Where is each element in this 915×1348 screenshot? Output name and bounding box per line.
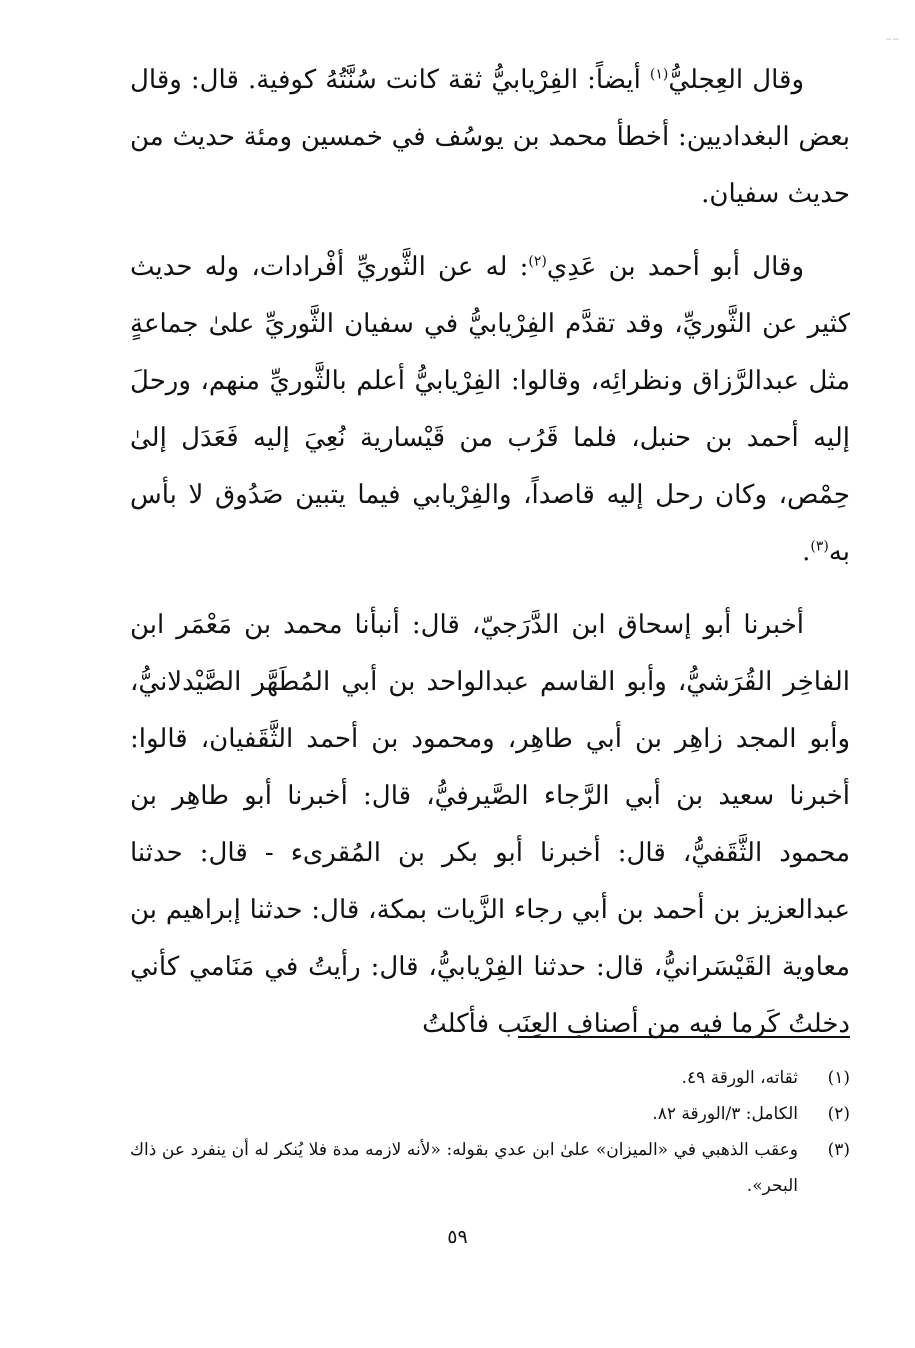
- footnote-text: وعقب الذهبي في «الميزان» علىٰ ابن عدي بقوله: «لأنه لازمه مدة فلا يُنكر له أن ينفرد عن ذاك البحر».: [130, 1140, 798, 1196]
- footnote-item: [130, 1132, 850, 1204]
- paragraph-text: وقال أبو أحمد بن عَدِي: [546, 252, 805, 282]
- paragraph-text: : له عن الثَّوريِّ أفْرادات، وله حديث كثير عن الثَّوريِّ، وقد تقدَّم الفِرْيابيُّ في سفيان الثَّوريِّ علىٰ جماعةٍ مثل عبدالرَّزاق ونظرائِه، وقالوا: الفِرْيابيُّ أعلم بالثَّوريِّ منهم، ورحلَ إليه أحمد بن حنبل، فلما قَرُب من قَيْسارية نُعِيَ إليه فَعَدَل إلىٰ حِمْص، وكان رحل إليه قاصداً، والفِرْيابي فيما يتبين صَدُوق لا بأس به: [130, 252, 850, 567]
- corner-mark: -- --: [886, 34, 898, 45]
- footnote-number: (٢): [827, 1104, 850, 1124]
- footnote-item: [130, 1096, 850, 1132]
- paragraph-text: .: [802, 537, 811, 567]
- footnote-ref[interactable]: (٣): [810, 538, 829, 555]
- paragraph-ibn-adi: [130, 239, 850, 581]
- footnote-ref[interactable]: (١): [649, 66, 669, 83]
- footnote-text: ثقاته، الورقة ٤٩.: [681, 1068, 798, 1088]
- main-text: [130, 52, 850, 1069]
- footnotes: [130, 1060, 850, 1204]
- footnote-text: الكامل: ٣/الورقة ٨٢.: [652, 1104, 798, 1124]
- footnote-item: [130, 1060, 850, 1096]
- paragraph-text: وقال العِجليُّ: [668, 65, 804, 95]
- footnote-number: (٣): [827, 1140, 850, 1160]
- paragraph-ijli: [130, 52, 850, 223]
- paragraph-text: أيضاً: الفِرْيابيُّ ثقة كانت سُنَّتُهُ كوفية. قال: وقال بعض البغداديين: أخطأ محمد بن يوسُف في خمسين ومئة حديث من حديث سفيان.: [130, 65, 850, 209]
- page-number: ٥٩: [447, 1226, 468, 1248]
- paragraph-isnad: [130, 597, 850, 1053]
- footnote-ref[interactable]: (٢): [528, 253, 547, 270]
- footnote-number: (١): [827, 1068, 850, 1088]
- paragraph-text: أخبرنا أبو إسحاق ابن الدَّرَجيّ، قال: أنبأنا محمد بن مَعْمَر ابن الفاخِر القُرَشيُّ، وأبو القاسم عبدالواحد بن أبي المُطَهَّر الصَّيْدلانيُّ، وأبو المجد زاهِر بن أبي طاهِر، ومحمود بن أحمد الثَّقَفيان، قالوا: أخبرنا سعيد بن أبي الرَّجاء الصَّيرفيُّ، قال: أخبرنا أبو طاهِر بن محمود الثَّقَفيُّ، قال: أخبرنا أبو بكر بن المُقرىء - قال: حدثنا عبدالعزيز بن أحمد بن أبي رجاء الزَّيات بمكة، قال: حدثنا إبراهيم بن معاوية القَيْسَرانيُّ، قال: حدثنا الفِرْيابيُّ، قال: رأيتُ في مَنَامي كأني دخلتُ كَرما فيه من أصنافِ العِنَب فأكلتُ: [130, 610, 850, 1039]
- footnote-divider: [518, 1036, 850, 1038]
